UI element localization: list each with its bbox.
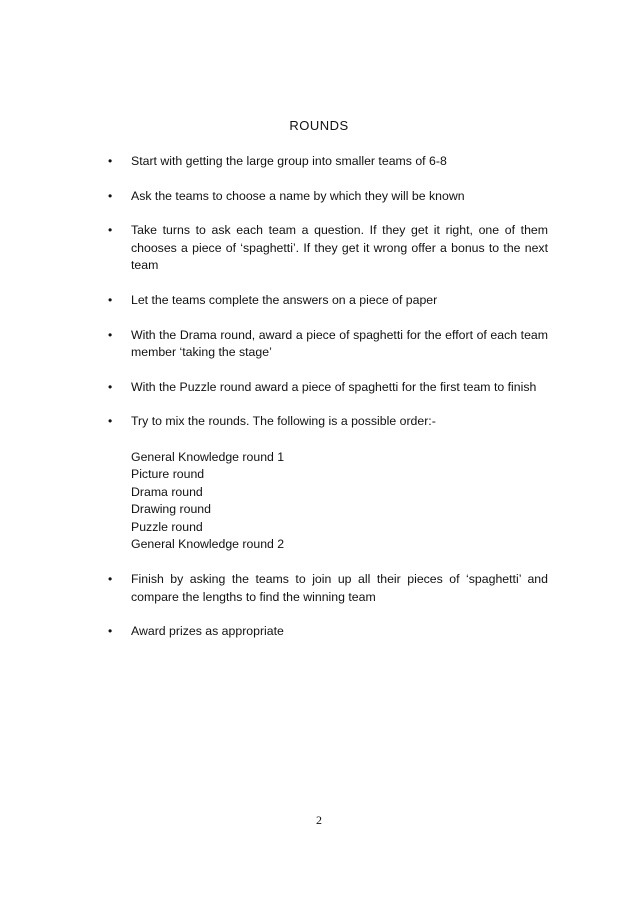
list-item-text: Ask the teams to choose a name by which they will be known (131, 188, 465, 203)
list-item-text: With the Puzzle round award a piece of spaghetti for the first team to finish (131, 379, 537, 394)
list-item (108, 188, 548, 206)
bullet-icon: • (108, 327, 113, 342)
list-item (108, 413, 548, 554)
bullet-icon: • (108, 154, 113, 168)
list-item (108, 379, 548, 397)
list-item (108, 623, 548, 641)
bullet-icon: • (108, 571, 113, 586)
list-item-text: Award prizes as appropriate (131, 624, 284, 639)
bullet-icon: • (108, 379, 113, 394)
round-order-item: General Knowledge round 2 (131, 537, 285, 552)
round-order-item: Drama round (131, 484, 203, 499)
list-item-text: Take turns to ask each team a question. If they get it right, one of them chooses a piece of ‘spaghetti’. If they get it wrong offer a bonus to the next team (131, 223, 548, 273)
bullet-icon: • (108, 223, 113, 238)
bullet-icon: • (108, 188, 113, 203)
list-item-text: With the Drama round, award a piece of spaghetti for the effort of each team member ‘taking the stage’ (131, 327, 548, 360)
page-title: ROUNDS (289, 118, 349, 133)
round-order-item: General Knowledge round 1 (131, 449, 285, 464)
page-number: 2 (316, 813, 322, 827)
list-item (108, 327, 548, 362)
round-order-item: Picture round (131, 467, 205, 482)
list-item (108, 153, 548, 171)
bullet-icon: • (108, 624, 113, 639)
list-item (108, 292, 548, 310)
round-order-item: Drawing round (131, 502, 211, 517)
round-order-list (131, 449, 548, 554)
list-item (108, 222, 548, 275)
list-item-text: Let the teams complete the answers on a piece of paper (131, 292, 438, 307)
list-item (108, 571, 548, 606)
rounds-bullet-list (108, 153, 548, 658)
bullet-icon: • (108, 292, 113, 307)
list-item-text: Finish by asking the teams to join up all their pieces of ‘spaghetti’ and compare the lengths to find the winning team (131, 571, 548, 604)
bullet-icon: • (108, 414, 113, 429)
list-item-text: Try to mix the rounds. The following is a possible order:- (131, 414, 436, 429)
list-item-text: Start with getting the large group into smaller teams of 6-8 (131, 154, 447, 168)
round-order-item: Puzzle round (131, 519, 203, 534)
